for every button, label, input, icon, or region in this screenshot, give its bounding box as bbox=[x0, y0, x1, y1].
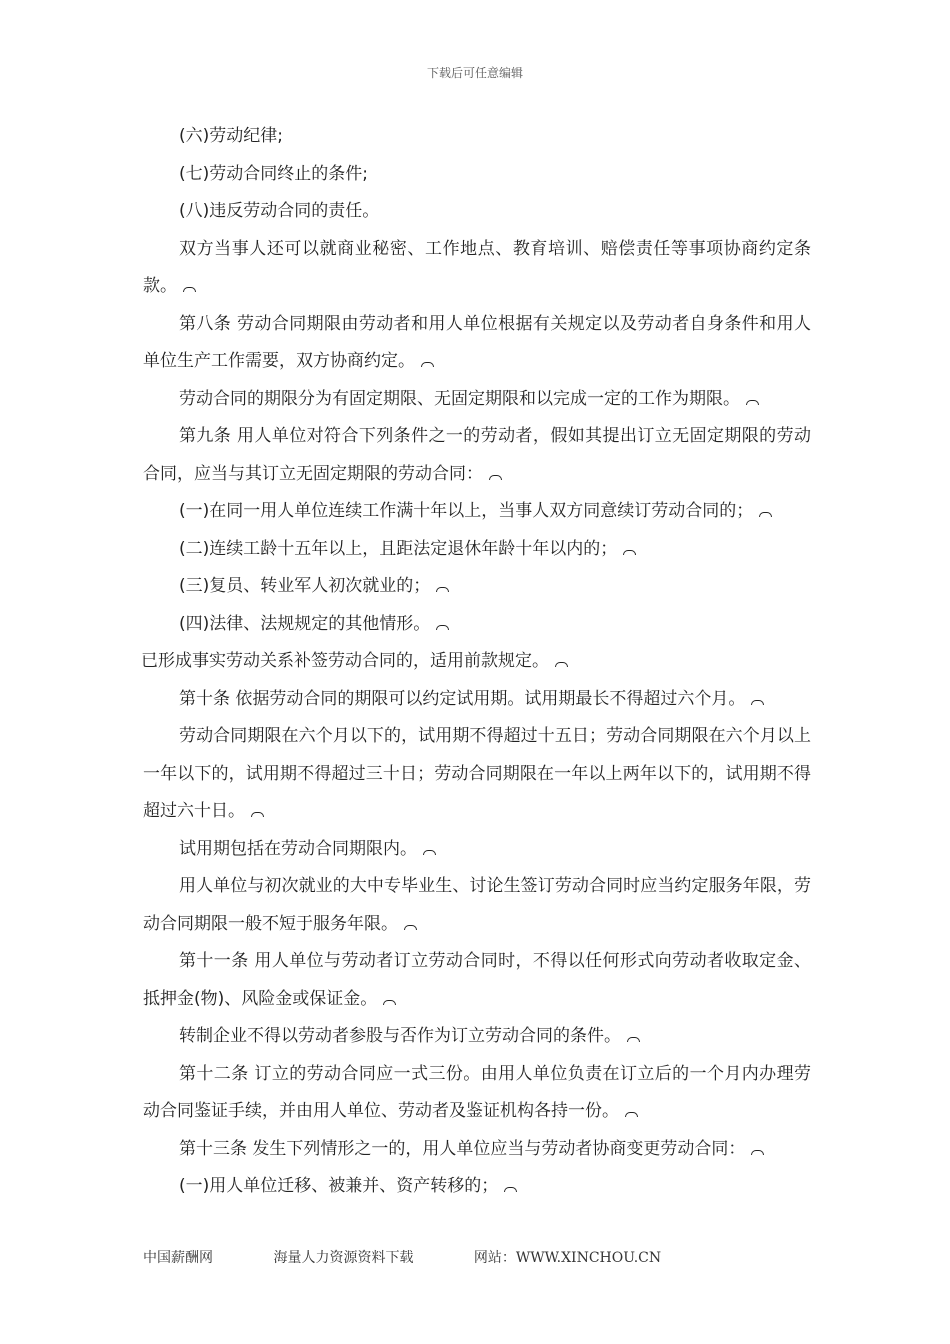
paragraph-mark-icon bbox=[746, 400, 759, 405]
paragraph-mark-icon bbox=[436, 625, 449, 630]
paragraph-text: 试用期包括在劳动合同期限内。 bbox=[179, 838, 417, 859]
paragraph-mark-icon bbox=[627, 1037, 640, 1042]
paragraph-text: (一)用人单位迁移、被兼并、资产转移的； bbox=[179, 1176, 499, 1196]
paragraph bbox=[143, 606, 811, 644]
paragraph-mark-icon bbox=[555, 662, 568, 667]
paragraph-text: 第十一条 用人单位与劳动者订立劳动合同时，不得以任何形式向劳动者收取定金、抵押金(物)、风险金或保证金。 bbox=[143, 951, 811, 1009]
paragraph-mark-icon bbox=[759, 512, 772, 517]
paragraph bbox=[143, 868, 811, 943]
paragraph bbox=[143, 493, 811, 531]
footer-site-name: 中国薪酬网 bbox=[143, 1250, 213, 1266]
paragraph-text: 转制企业不得以劳动者参股与否作为订立劳动合同的条件。 bbox=[179, 1026, 621, 1046]
paragraph-mark-icon bbox=[404, 925, 417, 930]
paragraph-text: 劳动合同的期限分为有固定期限、无固定期限和以完成一定的工作为期限。 bbox=[179, 388, 740, 409]
paragraph-mark-icon bbox=[751, 700, 764, 705]
footer-slogan: 海量人力资源资料下载 bbox=[273, 1250, 414, 1266]
paragraph-mark-icon bbox=[751, 1150, 764, 1155]
paragraph-mark-icon bbox=[183, 287, 196, 292]
paragraph-text: (六)劳动纪律; bbox=[179, 126, 283, 146]
paragraph bbox=[143, 1018, 811, 1056]
paragraph bbox=[143, 943, 811, 1018]
paragraph bbox=[143, 1168, 811, 1206]
paragraph bbox=[143, 831, 811, 869]
paragraph-text: 劳动合同期限在六个月以下的，试用期不得超过十五日；劳动合同期限在六个月以上一年以下的，试用期不得超过三十日；劳动合同期限在一年以上两年以下的，试用期不得超过六十日。 bbox=[143, 726, 811, 821]
paragraph-mark-icon bbox=[504, 1187, 517, 1192]
paragraph-text: 第八条 劳动合同期限由劳动者和用人单位根据有关规定以及劳动者自身条件和用人单位生产工作需要，双方协商约定。 bbox=[143, 313, 811, 371]
paragraph bbox=[143, 681, 811, 719]
paragraph-text: 双方当事人还可以就商业秘密、工作地点、教育培训、赔偿责任等事项协商约定条款。 bbox=[143, 238, 811, 296]
paragraph-text: 用人单位与初次就业的大中专毕业生、讨论生签订劳动合同时应当约定服务年限，劳动合同期限一般不短于服务年限。 bbox=[143, 876, 811, 934]
page-header: 下载后可任意编辑 bbox=[426, 66, 523, 80]
paragraph bbox=[143, 118, 811, 156]
paragraph bbox=[143, 418, 811, 493]
paragraph-text: 已形成事实劳动关系补签劳动合同的，适用前款规定。 bbox=[141, 651, 549, 671]
paragraph-mark-icon bbox=[436, 587, 449, 592]
paragraph bbox=[143, 156, 811, 194]
paragraph bbox=[143, 381, 811, 419]
paragraph bbox=[143, 718, 811, 831]
paragraph-mark-icon bbox=[383, 1000, 396, 1005]
paragraph-mark-icon bbox=[421, 362, 434, 367]
paragraph-text: (七)劳动合同终止的条件; bbox=[179, 163, 368, 184]
paragraph-text: (三)复员、转业军人初次就业的； bbox=[179, 576, 431, 596]
paragraph-text: (一)在同一用人单位连续工作满十年以上，当事人双方同意续订劳动合同的； bbox=[179, 501, 754, 521]
document-body bbox=[143, 118, 811, 1206]
paragraph-mark-icon bbox=[423, 850, 436, 855]
paragraph-text: 第九条 用人单位对符合下列条件之一的劳动者，假如其提出订立无固定期限的劳动合同，应当与其订立无固定期限的劳动合同： bbox=[143, 426, 811, 484]
paragraph bbox=[143, 193, 811, 231]
paragraph bbox=[143, 231, 811, 306]
paragraph-mark-icon bbox=[623, 550, 636, 555]
paragraph-text: 第十条 依据劳动合同的期限可以约定试用期。试用期最长不得超过六个月。 bbox=[179, 688, 746, 709]
paragraph-mark-icon bbox=[625, 1112, 638, 1117]
paragraph bbox=[143, 1056, 811, 1131]
paragraph bbox=[143, 1131, 811, 1169]
paragraph bbox=[143, 531, 811, 569]
paragraph bbox=[141, 643, 811, 681]
paragraph-text: (四)法律、法规规定的其他情形。 bbox=[179, 613, 431, 634]
paragraph-mark-icon bbox=[251, 812, 264, 817]
footer-url: 网站：WWW.XINCHOU.CN bbox=[473, 1250, 662, 1266]
paragraph bbox=[143, 568, 811, 606]
paragraph-mark-icon bbox=[489, 475, 502, 480]
paragraph bbox=[143, 306, 811, 381]
paragraph-text: (二)连续工龄十五年以上，且距法定退休年龄十年以内的； bbox=[179, 538, 618, 559]
paragraph-text: 第十二条 订立的劳动合同应一式三份。由用人单位负责在订立后的一个月内办理劳动合同鉴证手续，并由用人单位、劳动者及鉴证机构各持一份。 bbox=[143, 1063, 811, 1121]
paragraph-text: (八)违反劳动合同的责任。 bbox=[179, 201, 380, 221]
paragraph-text: 第十三条 发生下列情形之一的，用人单位应当与劳动者协商变更劳动合同： bbox=[179, 1138, 746, 1159]
page-footer bbox=[143, 1247, 843, 1267]
